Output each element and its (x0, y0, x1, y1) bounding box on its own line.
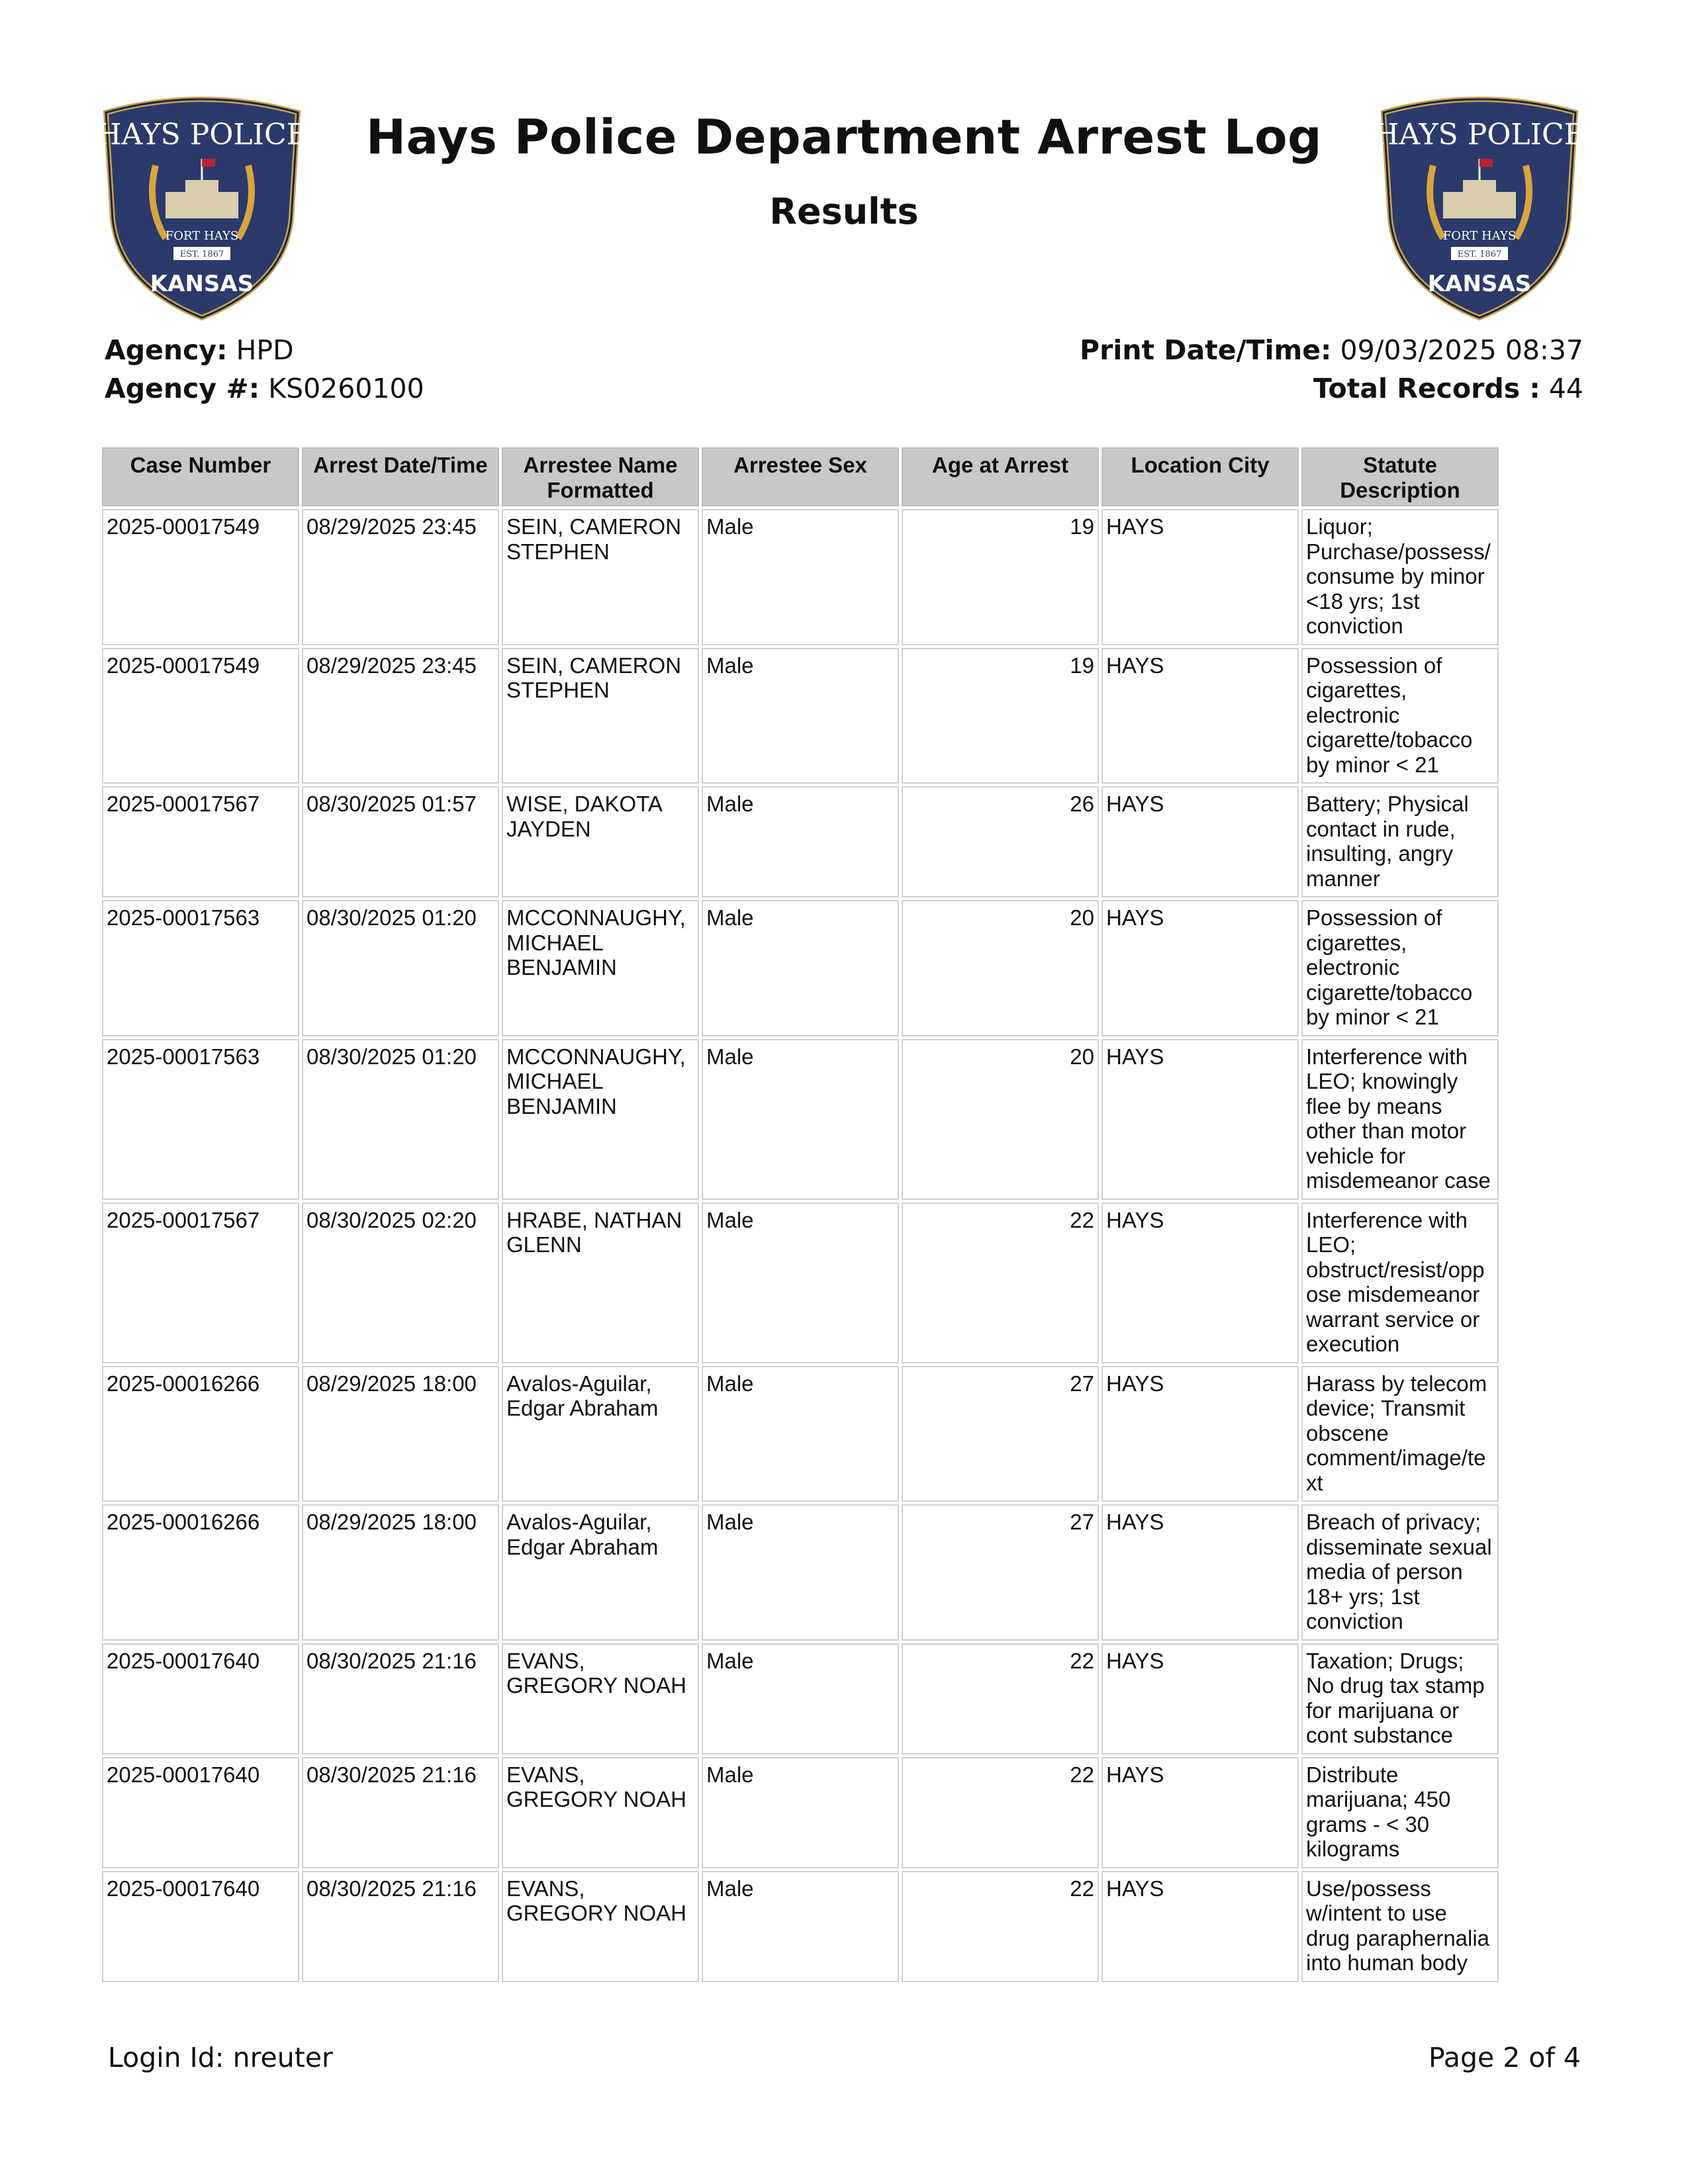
arrest-date-cell: 08/30/2025 21:16 (302, 1757, 499, 1868)
agency-line: Agency: HPD (105, 334, 294, 366)
case-number-cell: 2025-00017640 (102, 1643, 299, 1754)
statute-cell: Battery; Physical contact in rude, insulting, angry manner (1301, 786, 1499, 897)
statute-cell: Harass by telecom device; Transmit obscene comment/image/te xt (1301, 1366, 1499, 1502)
case-number-cell: 2025-00017549 (102, 509, 299, 645)
age-cell: 19 (902, 509, 1099, 645)
svg-text:EST. 1867: EST. 1867 (179, 250, 224, 259)
city-cell: HAYS (1102, 1366, 1299, 1502)
age-cell: 27 (902, 1504, 1099, 1641)
age-cell: 22 (902, 1871, 1099, 1982)
city-cell: HAYS (1102, 648, 1299, 784)
sex-cell: Male (702, 1203, 899, 1363)
statute-cell: Liquor; Purchase/possess/ consume by minor <18 yrs; 1st conviction (1301, 509, 1499, 645)
svg-text:KANSAS: KANSAS (1427, 271, 1532, 297)
column-header-arrestee-name: Arrestee Name Formatted (502, 447, 699, 506)
agency-info (105, 331, 424, 408)
arrestee-name-cell: EVANS, GREGORY NOAH (502, 1643, 699, 1754)
sex-cell: Male (702, 1504, 899, 1641)
table-row (102, 1871, 1499, 1982)
age-cell: 20 (902, 1039, 1099, 1200)
arrestee-name-cell: SEIN, CAMERON STEPHEN (502, 509, 699, 645)
case-number-cell: 2025-00017567 (102, 786, 299, 897)
total-records-value: 44 (1548, 373, 1583, 404)
arrestee-name-cell: EVANS, GREGORY NOAH (502, 1871, 699, 1982)
arrestee-name-cell: MCCONNAUGHY, MICHAEL BENJAMIN (502, 1039, 699, 1200)
case-number-cell: 2025-00017549 (102, 648, 299, 784)
svg-text:EST. 1867: EST. 1867 (1457, 250, 1502, 259)
city-cell: HAYS (1102, 1643, 1299, 1754)
column-header-age: Age at Arrest (902, 447, 1099, 506)
table-row (102, 1643, 1499, 1754)
arrestee-name-cell: MCCONNAUGHY, MICHAEL BENJAMIN (502, 900, 699, 1036)
arrest-date-cell: 08/30/2025 21:16 (302, 1871, 499, 1982)
table-row (102, 1203, 1499, 1363)
age-cell: 22 (902, 1203, 1099, 1363)
arrestee-name-cell: HRABE, NATHAN GLENN (502, 1203, 699, 1363)
arrest-date-cell: 08/30/2025 01:20 (302, 900, 499, 1036)
table-row (102, 509, 1499, 645)
svg-text:HAYS POLICE: HAYS POLICE (96, 118, 308, 152)
column-header-case-number: Case Number (102, 447, 299, 506)
city-cell: HAYS (1102, 1039, 1299, 1200)
age-cell: 22 (902, 1643, 1099, 1754)
table-row (102, 900, 1499, 1036)
column-header-arrestee-sex: Arrestee Sex (702, 447, 899, 506)
arrestee-name-cell: SEIN, CAMERON STEPHEN (502, 648, 699, 784)
arrestee-name-cell: EVANS, GREGORY NOAH (502, 1757, 699, 1868)
svg-text:FORT HAYS: FORT HAYS (1442, 229, 1517, 243)
city-cell: HAYS (1102, 786, 1299, 897)
sex-cell: Male (702, 786, 899, 897)
print-date-line: Print Date/Time: 09/03/2025 08:37 (1080, 334, 1583, 366)
sex-cell: Male (702, 1757, 899, 1868)
svg-text:HAYS POLICE: HAYS POLICE (1374, 118, 1585, 152)
city-cell: HAYS (1102, 1757, 1299, 1868)
arrestee-name-cell: Avalos-Aguilar, Edgar Abraham (502, 1366, 699, 1502)
table-row (102, 1039, 1499, 1200)
statute-cell: Interference with LEO; obstruct/resist/opp ose misdemeanor warrant service or execution (1301, 1203, 1499, 1363)
case-number-cell: 2025-00017640 (102, 1757, 299, 1868)
city-cell: HAYS (1102, 1504, 1299, 1641)
statute-cell: Taxation; Drugs; No drug tax stamp for marijuana or cont substance (1301, 1643, 1499, 1754)
table-row (102, 1366, 1499, 1502)
statute-cell: Use/possess w/intent to use drug paraphernalia into human body (1301, 1871, 1499, 1982)
arrestee-name-cell: WISE, DAKOTA JAYDEN (502, 786, 699, 897)
sex-cell: Male (702, 509, 899, 645)
sex-cell: Male (702, 1871, 899, 1982)
svg-text:FORT HAYS: FORT HAYS (165, 229, 239, 243)
city-cell: HAYS (1102, 1871, 1299, 1982)
statute-cell: Interference with LEO; knowingly flee by means other than motor vehicle for misdemeanor case (1301, 1039, 1499, 1200)
arrest-date-cell: 08/30/2025 01:57 (302, 786, 499, 897)
total-records-line: Total Records : 44 (1313, 373, 1583, 404)
arrest-date-cell: 08/30/2025 21:16 (302, 1643, 499, 1754)
sex-cell: Male (702, 1366, 899, 1502)
page-subtitle: Results (769, 191, 919, 232)
statute-cell: Possession of cigarettes, electronic cigarette/tobacco by minor < 21 (1301, 900, 1499, 1036)
page-number: Page 2 of 4 (1428, 2042, 1581, 2073)
age-cell: 19 (902, 648, 1099, 784)
agency-number-value: KS0260100 (268, 373, 424, 404)
city-cell: HAYS (1102, 900, 1299, 1036)
case-number-cell: 2025-00017563 (102, 1039, 299, 1200)
agency-value: HPD (236, 334, 294, 366)
age-cell: 20 (902, 900, 1099, 1036)
statute-cell: Distribute marijuana; 450 grams - < 30 kilograms (1301, 1757, 1499, 1868)
page-title: Hays Police Department Arrest Log (365, 109, 1323, 165)
sex-cell: Male (702, 1643, 899, 1754)
statute-cell: Possession of cigarettes, electronic cigarette/tobacco by minor < 21 (1301, 648, 1499, 784)
arrest-date-cell: 08/29/2025 23:45 (302, 509, 499, 645)
arrest-date-cell: 08/29/2025 23:45 (302, 648, 499, 784)
sex-cell: Male (702, 648, 899, 784)
statute-cell: Breach of privacy; disseminate sexual media of person 18+ yrs; 1st conviction (1301, 1504, 1499, 1641)
case-number-cell: 2025-00016266 (102, 1504, 299, 1641)
age-cell: 27 (902, 1366, 1099, 1502)
sex-cell: Male (702, 1039, 899, 1200)
age-cell: 26 (902, 786, 1099, 897)
city-cell: HAYS (1102, 1203, 1299, 1363)
agency-number-line: Agency #: KS0260100 (105, 373, 424, 404)
table-header-row (102, 447, 1499, 506)
case-number-cell: 2025-00016266 (102, 1366, 299, 1502)
city-cell: HAYS (1102, 509, 1299, 645)
age-cell: 22 (902, 1757, 1099, 1868)
arrest-date-cell: 08/29/2025 18:00 (302, 1504, 499, 1641)
print-info (1080, 331, 1583, 408)
table-row (102, 1504, 1499, 1641)
case-number-cell: 2025-00017563 (102, 900, 299, 1036)
sex-cell: Male (702, 900, 899, 1036)
table-row (102, 648, 1499, 784)
arrest-date-cell: 08/30/2025 02:20 (302, 1203, 499, 1363)
arrest-date-cell: 08/29/2025 18:00 (302, 1366, 499, 1502)
column-header-statute: Statute Description (1301, 447, 1499, 506)
table-row (102, 1757, 1499, 1868)
table-row (102, 786, 1499, 897)
column-header-location-city: Location City (1102, 447, 1299, 506)
arrestee-name-cell: Avalos-Aguilar, Edgar Abraham (502, 1504, 699, 1641)
print-date-value: 09/03/2025 08:37 (1340, 334, 1583, 366)
svg-text:KANSAS: KANSAS (150, 271, 254, 297)
login-id: Login Id: nreuter (108, 2042, 333, 2073)
column-header-arrest-date: Arrest Date/Time (302, 447, 499, 506)
arrest-log-table (99, 445, 1501, 1985)
case-number-cell: 2025-00017640 (102, 1871, 299, 1982)
arrest-date-cell: 08/30/2025 01:20 (302, 1039, 499, 1200)
case-number-cell: 2025-00017567 (102, 1203, 299, 1363)
